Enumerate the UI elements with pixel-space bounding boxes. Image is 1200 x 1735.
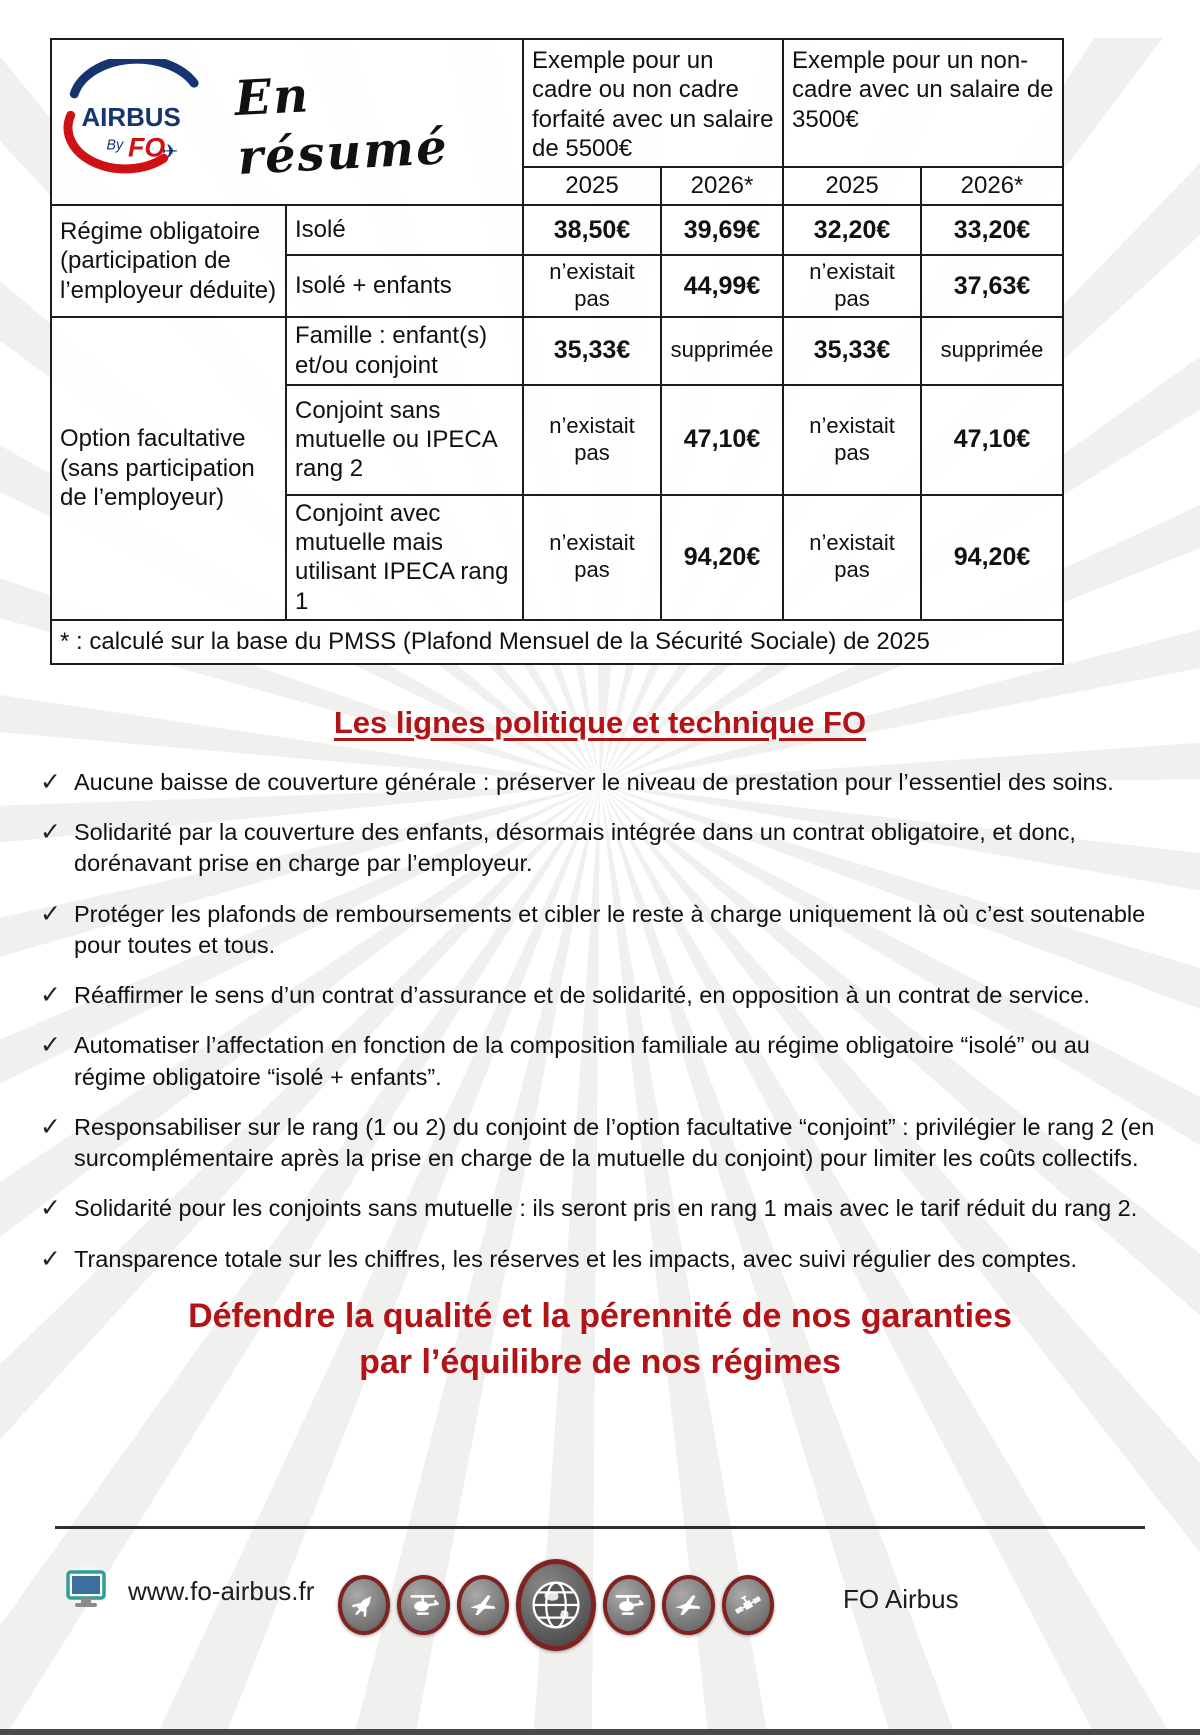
row-label-isole-enfants: Isolé + enfants bbox=[286, 255, 523, 317]
monitor-icon bbox=[58, 1564, 114, 1619]
bullet-text: Automatiser l’affectation en fonction de la composition familiale au régime obligatoire “isolé” ou au régime obligatoire “isolé + enfants”. bbox=[74, 1032, 1090, 1090]
list-item bbox=[40, 767, 1158, 798]
table-cell: n’existait pas bbox=[783, 255, 921, 317]
conclusion-line-2: par l’équilibre de nos régimes bbox=[359, 1342, 841, 1381]
bullet-text: Réaffirmer le sens d’un contrat d’assurance et de solidarité, en opposition à un contrat de service. bbox=[74, 982, 1090, 1009]
conclusion-statement bbox=[0, 1294, 1200, 1386]
table-cell: 44,99€ bbox=[661, 255, 783, 317]
table-cell: n’existait pas bbox=[783, 495, 921, 620]
check-icon: ✓ bbox=[40, 1031, 61, 1060]
helicopter-icon bbox=[603, 1575, 655, 1635]
check-icon: ✓ bbox=[40, 818, 61, 847]
table-cell: 37,63€ bbox=[921, 255, 1063, 317]
plane-icon bbox=[457, 1575, 509, 1635]
airbus-by-fo-logo bbox=[60, 59, 212, 184]
footer-brand-text: FO Airbus bbox=[843, 1584, 959, 1614]
row-label-conjoint-sans-mutuelle: Conjoint sans mutuelle ou IPECA rang 2 bbox=[286, 385, 523, 495]
row-label-famille: Famille : enfant(s) et/ou conjoint bbox=[286, 317, 523, 385]
page-bottom-edge bbox=[0, 1729, 1200, 1735]
table-cell: n’existait pas bbox=[523, 255, 661, 317]
table-cell: 32,20€ bbox=[783, 205, 921, 255]
logo-text-fo: FO bbox=[127, 132, 166, 163]
bullet-text: Solidarité par la couverture des enfants, désormais intégrée dans un contrat obligatoire, et donc, dorénavant prise en charge par l’employeur. bbox=[74, 819, 1076, 877]
group-label-option-facultative: Option facultative (sans participation de l’employeur) bbox=[51, 317, 286, 620]
group-label-regime-obligatoire: Régime obligatoire (participation de l’employeur déduite) bbox=[51, 205, 286, 317]
satellite-icon bbox=[722, 1575, 774, 1635]
conclusion-line-1: Défendre la qualité et la pérennité de nos garanties bbox=[188, 1296, 1012, 1335]
bullet-text: Transparence totale sur les chiffres, les réserves et les impacts, avec suivi régulier des comptes. bbox=[74, 1245, 1078, 1272]
check-icon: ✓ bbox=[40, 767, 61, 796]
year-header: 2025 bbox=[783, 167, 921, 205]
year-header: 2026* bbox=[921, 167, 1063, 205]
table-cell: 39,69€ bbox=[661, 205, 783, 255]
bullet-list bbox=[40, 767, 1158, 1275]
table-cell: 94,20€ bbox=[661, 495, 783, 620]
footer-badges bbox=[338, 1540, 774, 1670]
table-cell: supprimée bbox=[661, 317, 783, 385]
logo-text-by: By bbox=[106, 137, 124, 154]
plane-icon bbox=[662, 1575, 714, 1635]
list-item bbox=[40, 1112, 1158, 1175]
bullet-text: Aucune baisse de couverture générale : préserver le niveau de prestation pour l’essentiel des soins. bbox=[74, 768, 1114, 795]
bullet-text: Responsabiliser sur le rang (1 ou 2) du conjoint de l’option facultative “conjoint” : privilégier le rang 2 (en surcomplémentaire après la prise en charge de la mutuelle du conjoint) pour limiter les coûts collectifs. bbox=[74, 1113, 1155, 1172]
list-item bbox=[40, 817, 1158, 880]
table-cell: 35,33€ bbox=[783, 317, 921, 385]
helicopter-icon bbox=[397, 1575, 449, 1635]
table-cell: n’existait pas bbox=[783, 385, 921, 495]
table-cell: 47,10€ bbox=[921, 385, 1063, 495]
list-item bbox=[40, 980, 1158, 1011]
row-label-conjoint-avec-mutuelle: Conjoint avec mutuelle mais utilisant IPECA rang 1 bbox=[286, 495, 523, 620]
check-icon: ✓ bbox=[40, 899, 61, 928]
bullet-text: Protéger les plafonds de remboursements et cibler le reste à charge uniquement là où c’est soutenable pour toutes et tous. bbox=[74, 900, 1146, 958]
row-label-isole: Isolé bbox=[286, 205, 523, 255]
table-cell: n’existait pas bbox=[523, 495, 661, 620]
footer-divider bbox=[55, 1526, 1145, 1529]
table-footnote: * : calculé sur la base du PMSS (Plafond Mensuel de la Sécurité Sociale) de 2025 bbox=[51, 620, 1063, 664]
table-script-title: En résumé bbox=[233, 67, 450, 187]
table-cell: 38,50€ bbox=[523, 205, 661, 255]
rocket-icon bbox=[338, 1575, 390, 1635]
list-item bbox=[40, 1030, 1158, 1093]
check-icon: ✓ bbox=[40, 1244, 61, 1273]
bullet-text: Solidarité pour les conjoints sans mutuelle : ils seront pris en rang 1 mais avec le tarif réduit du rang 2. bbox=[74, 1195, 1138, 1222]
section-heading: Les lignes politique et technique FO bbox=[333, 704, 867, 740]
logo-title-cell bbox=[51, 39, 523, 205]
check-icon: ✓ bbox=[40, 1194, 61, 1223]
globe-icon bbox=[516, 1559, 596, 1651]
plane-icon: ✈ bbox=[161, 141, 179, 164]
check-icon: ✓ bbox=[40, 981, 61, 1010]
table-cell: 35,33€ bbox=[523, 317, 661, 385]
list-item bbox=[40, 899, 1158, 962]
year-header: 2026* bbox=[661, 167, 783, 205]
check-icon: ✓ bbox=[40, 1112, 61, 1141]
page-footer bbox=[0, 1526, 1200, 1706]
summary-table bbox=[50, 38, 1064, 665]
website-url: www.fo-airbus.fr bbox=[128, 1576, 315, 1606]
column-header-cadre: Exemple pour un cadre ou non cadre forfaité avec un salaire de 5500€ bbox=[523, 39, 783, 167]
table-cell: n’existait pas bbox=[523, 385, 661, 495]
table-cell: 94,20€ bbox=[921, 495, 1063, 620]
logo-text-airbus: AIRBUS bbox=[81, 104, 181, 133]
list-item bbox=[40, 1244, 1158, 1275]
year-header: 2025 bbox=[523, 167, 661, 205]
table-cell: supprimée bbox=[921, 317, 1063, 385]
column-header-non-cadre: Exemple pour un non-cadre avec un salaire de 3500€ bbox=[783, 39, 1063, 167]
table-cell: 47,10€ bbox=[661, 385, 783, 495]
table-cell: 33,20€ bbox=[921, 205, 1063, 255]
list-item bbox=[40, 1193, 1158, 1224]
